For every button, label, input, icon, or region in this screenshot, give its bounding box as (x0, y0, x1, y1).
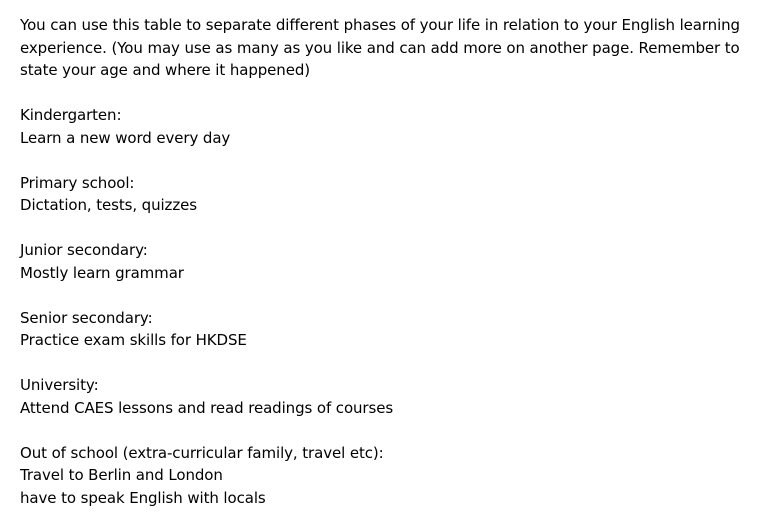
section-heading: University: (20, 376, 99, 394)
section-university (20, 374, 750, 419)
section-heading: Kindergarten: (20, 106, 122, 124)
section-text: Dictation, tests, quizzes (20, 196, 197, 214)
section-text: Travel to Berlin and London (20, 466, 223, 484)
intro-line: You can use this table to separate different phases of your life in relation to your English learning (20, 16, 740, 34)
section-text: have to speak English with locals (20, 488, 266, 507)
document-body (20, 14, 750, 509)
section-kindergarten (20, 104, 750, 149)
intro-line: experience. (You may use as many as you like and can add more on another page. Remember to (20, 38, 740, 57)
section-text: Practice exam skills for HKDSE (20, 331, 247, 349)
section-text: Attend CAES lessons and read readings of courses (20, 398, 394, 417)
section-junior-secondary (20, 239, 750, 284)
section-heading: Junior secondary: (20, 241, 148, 259)
section-primary-school (20, 172, 750, 217)
section-heading: Out of school (extra-curricular family, travel etc): (20, 443, 384, 462)
section-text: Mostly learn grammar (20, 263, 184, 282)
section-text: Learn a new word every day (20, 128, 231, 147)
section-senior-secondary (20, 307, 750, 352)
intro-paragraph (20, 14, 750, 82)
intro-line: state your age and where it happened) (20, 61, 310, 79)
section-out-of-school (20, 442, 750, 510)
section-heading: Primary school: (20, 173, 135, 192)
section-heading: Senior secondary: (20, 308, 153, 327)
